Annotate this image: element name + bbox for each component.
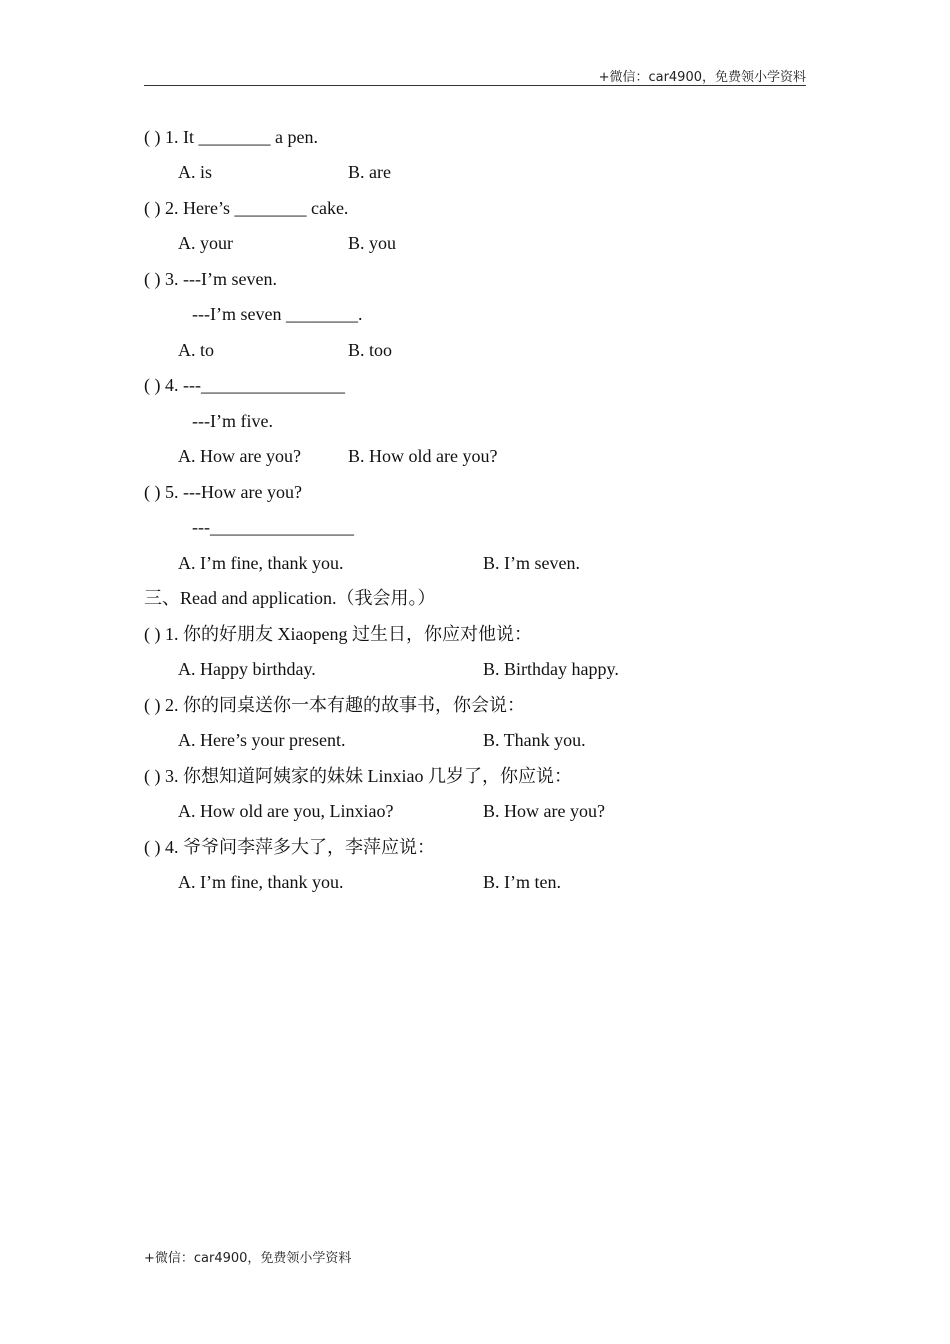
question-3-response: ---I’m seven ________. [192,304,363,324]
section-3-question-3-option-a: A. How old are you, Linxiao? [178,801,394,821]
section-3-question-2-stem: ( ) 2. 你的同桌送你一本有趣的故事书，你会说： [144,695,525,715]
question-5-stem: ( ) 5. ---How are you? [144,482,302,502]
question-5-option-a: A. I’m fine, thank you. [178,553,344,573]
page-footer: +微信：car4900，免费领小学资料 [144,1251,352,1266]
question-1-option-a: A. is [178,162,213,182]
question-4-stem: ( ) 4. ---________________ [144,375,345,395]
question-4-option-b: B. How old are you? [348,446,498,466]
question-3-option-a: A. to [178,340,214,360]
page-header: +微信：car4900，免费领小学资料 [598,70,806,85]
question-3-option-b: B. too [348,340,393,360]
header-rule [144,85,806,86]
question-1-stem: ( ) 1. It ________ a pen. [144,127,318,147]
section-3-question-4-option-b: B. I’m ten. [483,872,561,892]
question-2-option-a: A. your [178,233,233,253]
question-2-option-b: B. you [348,233,397,253]
section-3-question-1-option-b: B. Birthday happy. [483,659,619,679]
section-3-question-4-option-a: A. I’m fine, thank you. [178,872,344,892]
section-3-question-1-option-a: A. Happy birthday. [178,659,316,679]
section-3-question-1-stem: ( ) 1. 你的好朋友 Xiaopeng 过生日，你应对他说： [144,624,532,644]
section-3-question-3-stem: ( ) 3. 你想知道阿姨家的妹妹 Linxiao 几岁了，你应说： [144,766,572,786]
question-5-response: ---________________ [192,517,354,537]
question-1-option-b: B. are [348,162,391,182]
section-3-question-2-option-b: B. Thank you. [483,730,586,750]
question-4-response: ---I’m five. [192,411,273,431]
section-3-question-4-stem: ( ) 4. 爷爷问李萍多大了，李萍应说： [144,837,435,857]
question-2-stem: ( ) 2. Here’s ________ cake. [144,198,349,218]
section-3-question-3-option-b: B. How are you? [483,801,605,821]
section-3-heading: 三、Read and application.（我会用。） [144,588,436,608]
question-5-option-b: B. I’m seven. [483,553,580,573]
section-3-question-2-option-a: A. Here’s your present. [178,730,346,750]
question-3-stem: ( ) 3. ---I’m seven. [144,269,277,289]
question-4-option-a: A. How are you? [178,446,301,466]
